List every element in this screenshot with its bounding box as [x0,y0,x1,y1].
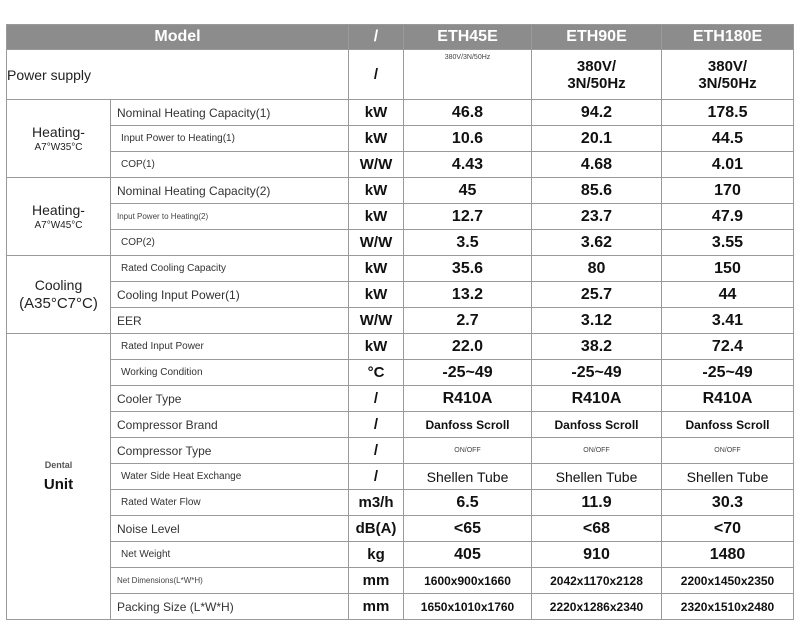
value-cell: -25~49 [404,360,532,386]
param-name: COP(1) [111,152,349,178]
heat45-label-line1: Heating- [32,202,85,218]
unit-cell: kW [349,100,404,126]
power-row [7,50,794,100]
value-cell: R410A [662,386,794,412]
unit-cell: dB(A) [349,516,404,542]
unit-cell: / [349,464,404,490]
header-model: Model [7,25,349,50]
unit-cell: mm [349,568,404,594]
value-cell: 23.7 [532,204,662,230]
value-cell: ON/OFF [532,438,662,464]
unit-label-line1: Dental [44,460,73,470]
param-name: Cooling Input Power(1) [111,282,349,308]
value-cell: 44 [662,282,794,308]
unit-cell: kW [349,178,404,204]
param-name: Nominal Heating Capacity(1) [111,100,349,126]
value-cell: 10.6 [404,126,532,152]
value-cell: 150 [662,256,794,282]
value-cell: 80 [532,256,662,282]
value-cell: 4.43 [404,152,532,178]
value-cell: ON/OFF [662,438,794,464]
value-cell: 12.7 [404,204,532,230]
value-cell: Shellen Tube [662,464,794,490]
unit-row [7,412,794,438]
value-cell: 2220x1286x2340 [532,594,662,620]
unit-cell: kg [349,542,404,568]
value-cell: 3.5 [404,230,532,256]
unit-row [7,542,794,568]
param-name: Noise Level [111,516,349,542]
value-cell: 30.3 [662,490,794,516]
unit-cell: kW [349,126,404,152]
unit-cell: / [349,386,404,412]
unit-row [7,438,794,464]
param-name: Net Weight [111,542,349,568]
value-cell: 1480 [662,542,794,568]
value-cell: 1600x900x1660 [404,568,532,594]
heat45-group-label [7,178,111,256]
unit-cell: W/W [349,152,404,178]
header-unit: / [349,25,404,50]
power-value-eth90e: 380V/ 3N/50Hz [532,50,662,100]
value-cell: 2.7 [404,308,532,334]
header-model-eth180e: ETH180E [662,25,794,50]
value-cell: 38.2 [532,334,662,360]
value-cell: 6.5 [404,490,532,516]
value-cell: 405 [404,542,532,568]
unit-cell: / [349,50,404,100]
unit-row [7,386,794,412]
param-name: Cooler Type [111,386,349,412]
value-cell: ON/OFF [404,438,532,464]
param-name: Water Side Heat Exchange [111,464,349,490]
value-cell: 3.62 [532,230,662,256]
value-cell: <65 [404,516,532,542]
unit-row [7,594,794,620]
unit-cell: kW [349,334,404,360]
unit-row [7,568,794,594]
value-cell: Shellen Tube [404,464,532,490]
value-cell: 3.41 [662,308,794,334]
param-name: Input Power to Heating(2) [111,204,349,230]
unit-cell: / [349,438,404,464]
value-cell: 45 [404,178,532,204]
power-label: Power supply [7,50,349,100]
cooling-group-label [7,256,111,334]
value-cell: 13.2 [404,282,532,308]
unit-row [7,464,794,490]
param-name: Compressor Type [111,438,349,464]
value-cell: -25~49 [532,360,662,386]
value-cell: 910 [532,542,662,568]
value-cell: 35.6 [404,256,532,282]
heat35-row [7,100,794,126]
value-cell: 2200x1450x2350 [662,568,794,594]
value-cell: Danfoss Scroll [662,412,794,438]
unit-cell: kW [349,256,404,282]
value-cell: 4.68 [532,152,662,178]
value-cell: 72.4 [662,334,794,360]
value-cell: 1650x1010x1760 [404,594,532,620]
param-name: Rated Water Flow [111,490,349,516]
value-cell: Danfoss Scroll [404,412,532,438]
param-name: Nominal Heating Capacity(2) [111,178,349,204]
unit-row [7,360,794,386]
heat45-label-line2: A7°W45°C [34,220,83,231]
heat35-label-line1: Heating- [32,124,85,140]
value-cell: 25.7 [532,282,662,308]
header-row [7,25,794,50]
value-cell: 3.55 [662,230,794,256]
heat45-row [7,204,794,230]
value-cell: 2042x1170x2128 [532,568,662,594]
cooling-row [7,282,794,308]
value-cell: 94.2 [532,100,662,126]
param-name: Working Condition [111,360,349,386]
value-cell: 178.5 [662,100,794,126]
unit-row [7,516,794,542]
spec-table [6,24,794,620]
value-cell: Danfoss Scroll [532,412,662,438]
param-name: Rated Input Power [111,334,349,360]
heat45-row [7,230,794,256]
value-cell: <70 [662,516,794,542]
value-cell: Shellen Tube [532,464,662,490]
value-cell: 170 [662,178,794,204]
param-name: Compressor Brand [111,412,349,438]
value-cell: R410A [404,386,532,412]
value-cell: 2320x1510x2480 [662,594,794,620]
value-cell: 47.9 [662,204,794,230]
param-name: Rated Cooling Capacity [111,256,349,282]
unit-cell: kW [349,282,404,308]
value-cell: 4.01 [662,152,794,178]
power-value-eth45e: 380V/3N/50Hz [404,50,532,100]
unit-cell: °C [349,360,404,386]
param-name: Packing Size (L*W*H) [111,594,349,620]
value-cell: <68 [532,516,662,542]
cooling-label-line1: Cooling [34,277,83,293]
unit-cell: m3/h [349,490,404,516]
value-cell: 3.12 [532,308,662,334]
value-cell: 11.9 [532,490,662,516]
cooling-label-line2: (A35°C7°C) [19,295,98,312]
value-cell: 22.0 [404,334,532,360]
value-cell: 46.8 [404,100,532,126]
value-cell: 20.1 [532,126,662,152]
unit-cell: kW [349,204,404,230]
power-value-eth180e: 380V/ 3N/50Hz [662,50,794,100]
heat35-group-label [7,100,111,178]
cooling-row [7,256,794,282]
heat35-row [7,126,794,152]
value-cell: 44.5 [662,126,794,152]
heat45-row [7,178,794,204]
unit-group-label [7,334,111,620]
value-cell: -25~49 [662,360,794,386]
cooling-row [7,308,794,334]
unit-cell: mm [349,594,404,620]
unit-row [7,334,794,360]
unit-label-line2: Unit [43,476,74,493]
unit-cell: W/W [349,230,404,256]
unit-cell: W/W [349,308,404,334]
header-model-eth90e: ETH90E [532,25,662,50]
param-name: Net Dimensions(L*W*H) [111,568,349,594]
heat35-label-line2: A7°W35°C [34,142,83,153]
unit-row [7,490,794,516]
param-name: COP(2) [111,230,349,256]
heat35-row [7,152,794,178]
value-cell: R410A [532,386,662,412]
unit-cell: / [349,412,404,438]
param-name: Input Power to Heating(1) [111,126,349,152]
value-cell: 85.6 [532,178,662,204]
header-model-eth45e: ETH45E [404,25,532,50]
param-name: EER [111,308,349,334]
